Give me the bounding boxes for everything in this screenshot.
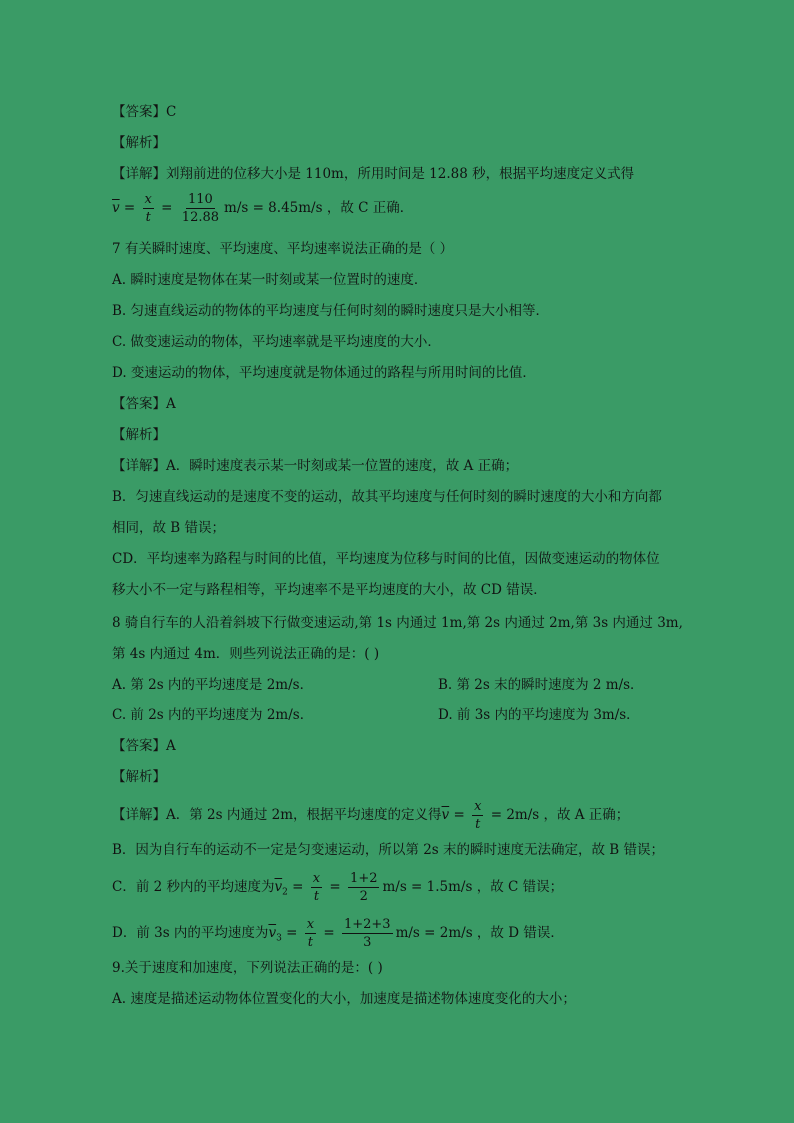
velocity-subscript: 2: [282, 887, 288, 898]
fraction-x-over-t: [472, 800, 483, 831]
velocity-symbol: $\overline{v}$: [441, 807, 450, 823]
equals-sign: =: [281, 925, 302, 941]
q8-detail-c: [112, 872, 563, 903]
q7-question: 7 有关瞬时速度、平均速度、平均速率说法正确的是（ ）: [112, 241, 454, 257]
q7-detail-line: 移大小不一定与路程相等，平均速率不是平均速度的大小，故 CD 错误．: [112, 582, 547, 598]
q8-analysis-heading: 【解析】: [112, 769, 166, 785]
numerator: 1+2+3: [343, 917, 391, 932]
velocity-subscript: 3: [276, 933, 282, 944]
fraction-x-over-t: [311, 872, 322, 903]
denominator: t: [475, 817, 481, 832]
detail-text: 【详解】A．第 2s 内通过 2m，根据平均速度的定义得: [112, 807, 442, 823]
fraction-values: [180, 193, 221, 224]
numerator: x: [474, 799, 482, 814]
q8-option-d: D. 前 3s 内的平均速度为 3m/s．: [438, 707, 640, 723]
fraction-values: [348, 872, 379, 903]
denominator: 12.88: [181, 210, 220, 225]
denominator: t: [307, 935, 313, 950]
q7-option-d: D. 变速运动的物体，平均速度就是物体通过的路程与所用时间的比值．: [112, 365, 536, 381]
numerator: 1+2: [350, 871, 378, 886]
denominator: t: [313, 889, 320, 904]
fraction-x-over-t: [143, 193, 154, 224]
q7-detail-line: B．匀速直线运动的是速度不变的运动，故其平均速度与任何时刻的瞬时速度的大小和方向都: [112, 489, 662, 505]
q7-option-c: C. 做变速运动的物体，平均速率就是平均速度的大小．: [112, 334, 441, 350]
velocity-symbol: $\overline{v}$: [112, 200, 120, 216]
q8-option-b: B. 第 2s 末的瞬时速度为 2 m/s．: [438, 677, 644, 693]
equals-sign: =: [319, 925, 339, 941]
q7-option-a: A. 瞬时速度是物体在某一时刻或某一位置时的速度．: [112, 272, 428, 288]
q7-detail-line: 【详解】A．瞬时速度表示某一时刻或某一位置的速度，故 A 正确；: [112, 458, 519, 474]
detail-text: C．前 2 秒内的平均速度为: [112, 879, 275, 895]
equals-sign: =: [119, 200, 140, 216]
numerator: x: [144, 192, 152, 207]
formula-result: = 2m/s ，故 A 正确；: [486, 807, 630, 823]
fraction-values: [342, 918, 393, 949]
q7-detail-line: CD．平均速率为路程与时间的比值，平均速度为位移与时间的比值，因做变速运动的物体位: [112, 551, 660, 567]
q9-question: 9.关于速度和加速度，下列说法正确的是：( ): [112, 960, 383, 976]
denominator: 2: [359, 889, 368, 904]
velocity-symbol: $\overline{v}$: [274, 879, 283, 895]
formula-result: m/s = 8.45m/s ，故 C 正确．: [224, 200, 414, 216]
equals-sign: =: [287, 879, 308, 895]
q6-detail: 【详解】刘翔前进的位移大小是 110m，所用时间是 12.88 秒，根据平均速度定义式得: [112, 166, 635, 182]
q8-option-a: A. 第 2s 内的平均速度是 2m/s．: [112, 677, 314, 693]
equals-sign: =: [156, 200, 177, 216]
q8-answer: 【答案】A: [112, 738, 176, 754]
q8-question-line-2: 第 4s 内通过 4m．则些列说法正确的是：( ): [112, 646, 380, 662]
q7-answer: 【答案】A: [112, 396, 176, 412]
denominator: 3: [363, 935, 372, 950]
denominator: t: [145, 210, 151, 225]
equals-sign: =: [449, 807, 470, 823]
q7-analysis-heading: 【解析】: [112, 427, 166, 443]
velocity-symbol: $\overline{v}$: [268, 925, 277, 941]
q8-detail-a: [112, 800, 629, 831]
numerator: x: [306, 917, 315, 932]
q7-option-b: B. 匀速直线运动的物体的平均速度与任何时刻的瞬时速度只是大小相等．: [112, 303, 550, 319]
q7-detail-line: 相同，故 B 错误；: [112, 520, 226, 536]
q6-analysis-heading: 【解析】: [112, 135, 166, 151]
numerator: x: [312, 871, 321, 886]
q8-option-c: C. 前 2s 内的平均速度为 2m/s．: [112, 707, 314, 723]
q6-formula: [112, 193, 413, 224]
formula-result: m/s = 1.5m/s ，故 C 错误；: [382, 879, 564, 895]
q8-question-line-1: 8 骑自行车的人沿着斜坡下行做变速运动,第 1s 内通过 1m,第 2s 内通过 2m,第 3s 内通过 3m,: [112, 615, 683, 631]
equals-sign: =: [325, 879, 346, 895]
detail-text: D．前 3s 内的平均速度为: [112, 925, 269, 941]
q9-option-a: A. 速度是描述运动物体位置变化的大小，加速度是描述物体速度变化的大小；: [112, 991, 576, 1007]
q8-detail-b: B．因为自行车的运动不一定是匀变速运动，所以第 2s 末的瞬时速度无法确定，故 B 错误；: [112, 842, 665, 858]
fraction-x-over-t: [305, 918, 316, 949]
numerator: 110: [187, 192, 213, 207]
q8-detail-d: [112, 918, 564, 949]
formula-result: m/s = 2m/s ，故 D 错误．: [395, 925, 564, 941]
q6-answer: 【答案】C: [112, 104, 177, 120]
